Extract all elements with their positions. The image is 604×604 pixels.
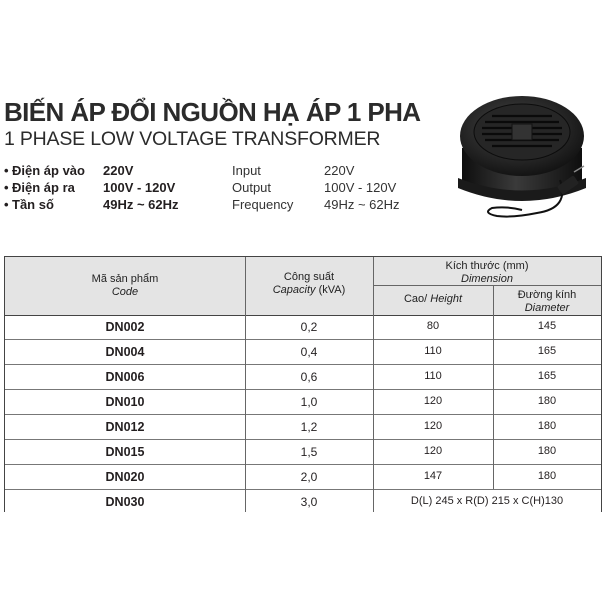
- product-table: [4, 256, 602, 512]
- spec-label-vn: Tần số: [12, 197, 54, 212]
- header-code-vn: Mã sản phẩm: [91, 273, 159, 285]
- cell-code: DN015: [105, 445, 145, 459]
- cell-diameter: 145: [537, 320, 557, 332]
- header-capacity-en: Capacity: [272, 284, 316, 296]
- cell-height: 147: [423, 470, 443, 482]
- title-vietnamese: BIẾN ÁP ĐỔI NGUỒN HẠ ÁP 1 PHA: [4, 97, 421, 127]
- table-header: [5, 256, 601, 316]
- cell-code: DN020: [105, 470, 145, 484]
- table-row: [5, 465, 601, 490]
- cell-code: DN002: [105, 320, 145, 334]
- spec-value-vn: 100V - 120V: [103, 180, 176, 195]
- header-height-vn: Cao/: [403, 293, 428, 305]
- header-capacity-unit: (kVA): [318, 284, 346, 296]
- cell-code: DN006: [105, 370, 145, 384]
- header-capacity: [245, 271, 373, 297]
- spec-label-vn: Điện áp ra: [12, 180, 75, 195]
- header-height: [373, 293, 493, 306]
- cell-diameter: 180: [537, 470, 557, 482]
- table-row: [5, 340, 601, 365]
- divider: [245, 314, 246, 512]
- cell-dimensions: D(L) 245 x R(D) 215 x C(H)130: [410, 495, 564, 507]
- cell-code: DN012: [105, 420, 145, 434]
- cell-capacity: 1,0: [300, 395, 318, 409]
- cell-capacity: 0,6: [300, 370, 318, 384]
- spec-value-en: 49Hz ~ 62Hz: [324, 197, 400, 212]
- spec-label-en: Frequency: [232, 197, 294, 212]
- table-row: [5, 315, 601, 340]
- cell-height: 110: [424, 370, 442, 382]
- cell-capacity: 0,4: [300, 345, 318, 359]
- cell-diameter: 165: [537, 370, 557, 382]
- spec-value-vn: 220V: [103, 163, 134, 178]
- header-capacity-vn: Công suất: [283, 271, 335, 283]
- title-english: 1 PHASE LOW VOLTAGE TRANSFORMER: [4, 128, 381, 150]
- table-row: [5, 365, 601, 390]
- cell-height: 120: [423, 395, 443, 407]
- cell-capacity: 0,2: [300, 320, 318, 334]
- table-row: [5, 390, 601, 415]
- header-diameter-en: Diameter: [524, 302, 570, 314]
- cell-capacity: 2,0: [300, 470, 318, 484]
- cell-height: 110: [424, 345, 442, 357]
- cell-height: 80: [426, 320, 440, 332]
- header-dimension-vn: Kích thước (mm): [445, 260, 529, 272]
- header-dimension: [373, 260, 601, 286]
- divider: [493, 314, 494, 489]
- header-diameter: [493, 289, 601, 315]
- cell-code: DN010: [105, 395, 145, 409]
- header-code: [5, 273, 245, 299]
- cell-capacity: 1,2: [300, 420, 318, 434]
- cell-diameter: 180: [537, 395, 557, 407]
- bullet: •: [4, 180, 9, 195]
- spec-label-vn: Điện áp vào: [12, 163, 85, 178]
- header-height-en: Height: [430, 293, 463, 305]
- header-code-en: Code: [111, 286, 139, 298]
- divider: [373, 257, 374, 315]
- divider: [245, 257, 246, 315]
- divider: [373, 314, 374, 512]
- spec-label-en: Output: [232, 180, 272, 195]
- transformer-product-image: [452, 88, 592, 248]
- cell-diameter: 180: [537, 420, 557, 432]
- bullet: •: [4, 197, 9, 212]
- table-row: [5, 415, 601, 440]
- cell-code: DN004: [105, 345, 145, 359]
- cell-capacity: 1,5: [300, 445, 318, 459]
- cell-code: DN030: [105, 495, 145, 509]
- cell-diameter: 180: [537, 445, 557, 457]
- header-dimension-en: Dimension: [461, 273, 513, 285]
- spec-value-en: 100V - 120V: [324, 180, 397, 195]
- cell-height: 120: [423, 420, 443, 432]
- cell-capacity: 3,0: [300, 495, 318, 509]
- cell-height: 120: [423, 445, 443, 457]
- bullet: •: [4, 163, 9, 178]
- table-row: [5, 490, 601, 514]
- cell-diameter: 165: [537, 345, 557, 357]
- divider: [493, 286, 494, 315]
- table-row: [5, 440, 601, 465]
- spec-value-vn: 49Hz ~ 62Hz: [103, 197, 179, 212]
- spec-value-en: 220V: [324, 163, 355, 178]
- divider: [373, 285, 601, 286]
- spec-label-en: Input: [232, 163, 261, 178]
- header-diameter-vn: Đường kính: [517, 289, 577, 301]
